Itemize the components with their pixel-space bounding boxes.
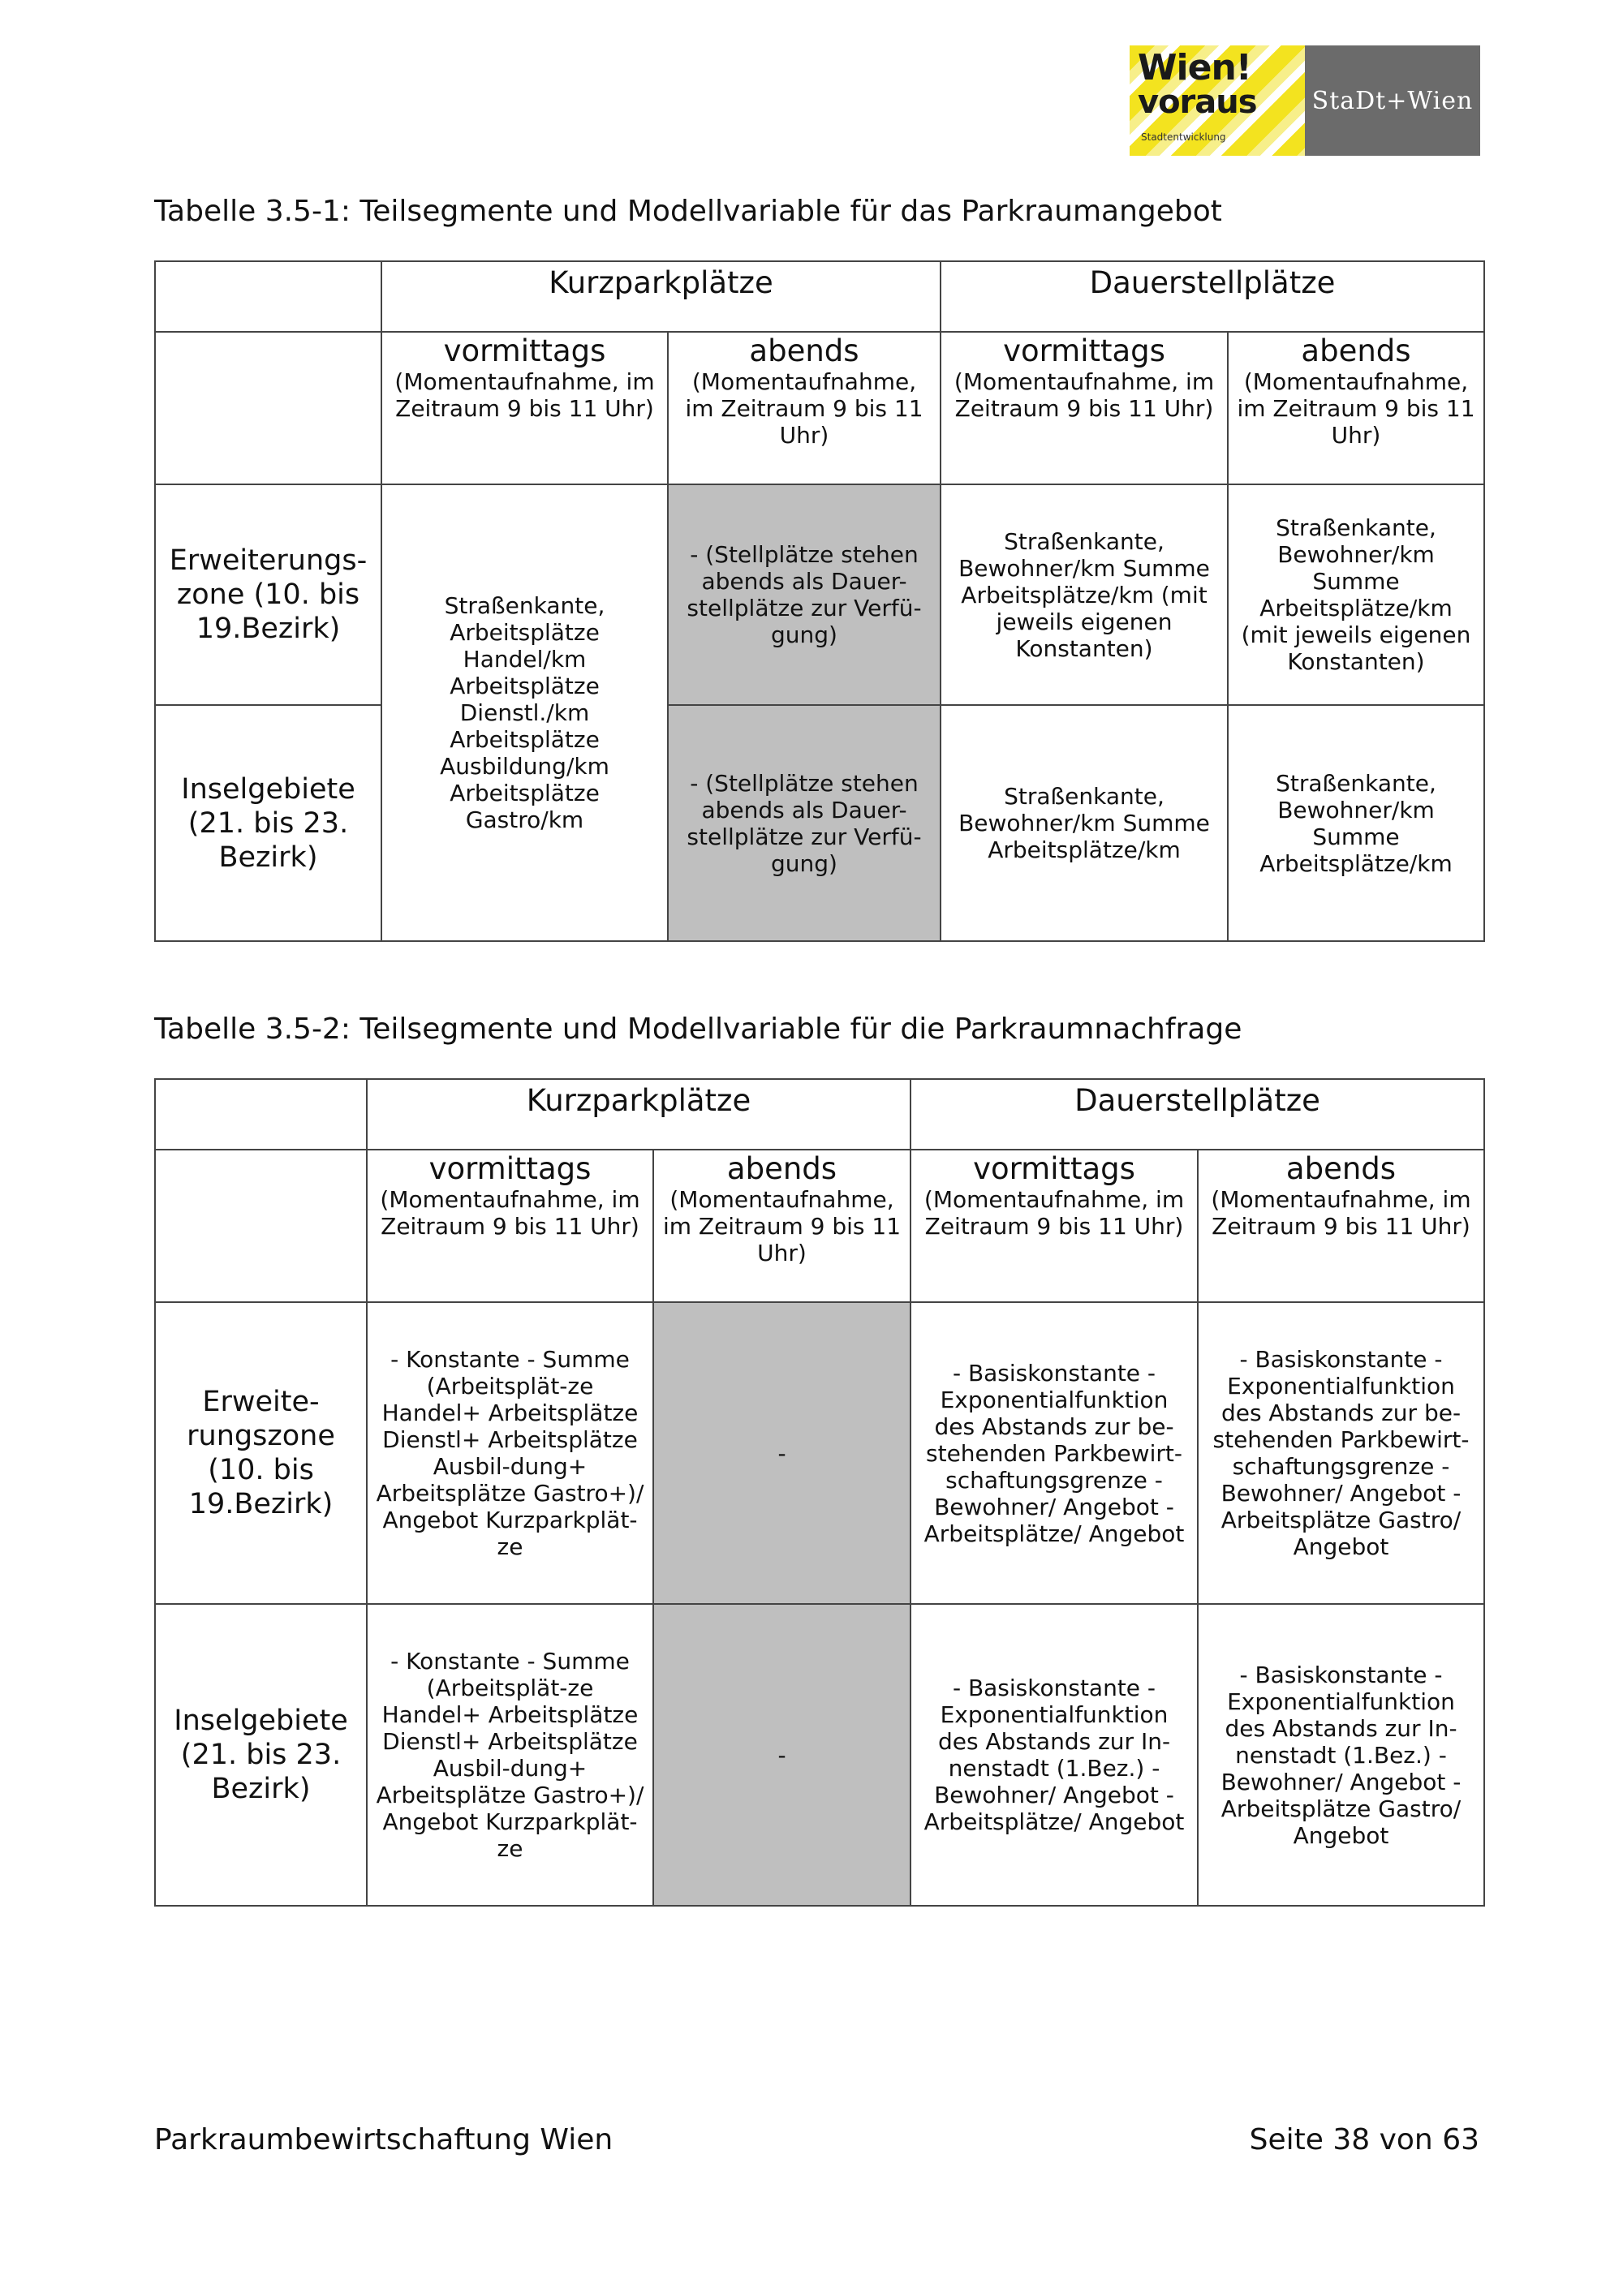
- table1-sub-header: [668, 332, 941, 484]
- table2-sub-header: [653, 1150, 911, 1302]
- table2-sub-header: [367, 1150, 653, 1302]
- table1-cell: - (Stellplätze stehen abends als Dauer-stellplätze zur Verfü-gung): [668, 705, 941, 941]
- table2-group-kurz: Kurzparkplätze: [367, 1079, 911, 1150]
- table2-cell: - Basiskonstante - Exponentialfunktion des Abstands zur be-stehenden Parkbewirt-schaftungsgrenze - Bewohner/ Angebot - Arbeitsplätze/ Angebot: [911, 1302, 1198, 1604]
- logo-voraus-text: voraus: [1138, 84, 1257, 121]
- table1-cell: Straßenkante, Bewohner/km Summe Arbeitsplätze/km: [941, 705, 1228, 941]
- sub-title: abends: [1285, 1151, 1397, 1186]
- sub-title: vormittags: [443, 333, 606, 368]
- table2-cell: - Basiskonstante - Exponentialfunktion des Abstands zur In-nenstadt (1.Bez.) - Bewohner/ Angebot - Arbeitsplätze Gastro/ Angebot: [1198, 1604, 1484, 1906]
- sub-detail: (Momentaufnahme, im Zeitraum 9 bis 11 Uhr): [954, 368, 1215, 422]
- table2-cell: - Konstante - Summe (Arbeitsplät-ze Handel+ Arbeitsplätze Dienstl+ Arbeitsplätze Ausbil-dung+ Arbeitsplätze Gastro+)/ Angebot Kurzparkplät-ze: [367, 1302, 653, 1604]
- table1-cell: Straßenkante, Bewohner/km Summe Arbeitsplätze/km: [1228, 705, 1484, 941]
- table1-row-label: Inselgebiete (21. bis 23. Bezirk): [155, 705, 381, 941]
- table1-group-dauer: Dauerstellplätze: [941, 261, 1484, 332]
- table2-cell: - Basiskonstante - Exponentialfunktion des Abstands zur In-nenstadt (1.Bez.) - Bewohner/ Angebot - Arbeitsplätze/ Angebot: [911, 1604, 1198, 1906]
- table1-blank: [155, 332, 381, 484]
- wien-voraus-logo: [1130, 45, 1305, 156]
- table1-cell: Straßenkante, Bewohner/km Summe Arbeitsplätze/km (mit jeweils eigenen Konstanten): [941, 484, 1228, 705]
- table1-cell: - (Stellplätze stehen abends als Dauer-stellplätze zur Verfü-gung): [668, 484, 941, 705]
- table2-cell: -: [653, 1604, 911, 1906]
- table1-caption: Tabelle 3.5-1: Teilsegmente und Modellvariable für das Parkraumangebot: [154, 195, 1222, 228]
- sub-detail: (Momentaufnahme, im Zeitraum 9 bis 11 Uhr): [1211, 1186, 1471, 1240]
- logo-stadt-text: StaDt+Wien: [1311, 86, 1474, 115]
- table1: [154, 260, 1485, 942]
- table2-cell: - Basiskonstante - Exponentialfunktion des Abstands zur be-stehenden Parkbewirt-schaftungsgrenze - Bewohner/ Angebot - Arbeitsplätze Gastro/ Angebot: [1198, 1302, 1484, 1604]
- table2-cell: - Konstante - Summe (Arbeitsplät-ze Handel+ Arbeitsplätze Dienstl+ Arbeitsplätze Ausbil-dung+ Arbeitsplätze Gastro+)/ Angebot Kurzparkplät-ze: [367, 1604, 653, 1906]
- table1-sub-header: [941, 332, 1228, 484]
- table1-cell: Straßenkante, Arbeitsplätze Handel/km Arbeitsplätze Dienstl./km Arbeitsplätze Ausbildung/km Arbeitsplätze Gastro/km: [381, 484, 668, 941]
- table1-cell: Straßenkante, Bewohner/km Summe Arbeitsplätze/km (mit jeweils eigenen Konstanten): [1228, 484, 1484, 705]
- sub-title: abends: [749, 333, 859, 368]
- logo-subtitle: Stadtentwicklung: [1141, 131, 1226, 143]
- sub-detail: (Momentaufnahme, im Zeitraum 9 bis 11 Uhr): [662, 1186, 902, 1266]
- table2-group-dauer: Dauerstellplätze: [911, 1079, 1484, 1150]
- footer-title: Parkraumbewirtschaftung Wien: [154, 2123, 613, 2156]
- sub-title: vormittags: [428, 1151, 592, 1186]
- stadt-wien-logo: [1305, 45, 1480, 156]
- table2-cell: -: [653, 1302, 911, 1604]
- table1-sub-header: [381, 332, 668, 484]
- sub-title: abends: [1301, 333, 1411, 368]
- table2-row-label: Erweite-rungszone (10. bis 19.Bezirk): [155, 1302, 367, 1604]
- table1-corner: [155, 261, 381, 332]
- table1-group-kurz: Kurzparkplätze: [381, 261, 941, 332]
- sub-title: abends: [726, 1151, 837, 1186]
- table2-blank: [155, 1150, 367, 1302]
- table1-sub-header: [1228, 332, 1484, 484]
- sub-title: vormittags: [1003, 333, 1165, 368]
- table2-sub-header: [911, 1150, 1198, 1302]
- sub-detail: (Momentaufnahme, im Zeitraum 9 bis 11 Uhr): [380, 1186, 640, 1240]
- table2-caption: Tabelle 3.5-2: Teilsegmente und Modellvariable für die Parkraumnachfrage: [154, 1013, 1242, 1046]
- table2-row-label: Inselgebiete (21. bis 23. Bezirk): [155, 1604, 367, 1906]
- table2: [154, 1078, 1485, 1907]
- logo: [1130, 45, 1480, 156]
- sub-title: vormittags: [973, 1151, 1135, 1186]
- page-number: Seite 38 von 63: [1249, 2123, 1479, 2156]
- sub-detail: (Momentaufnahme, im Zeitraum 9 bis 11 Uhr): [1237, 368, 1475, 449]
- table2-sub-header: [1198, 1150, 1484, 1302]
- sub-detail: (Momentaufnahme, im Zeitraum 9 bis 11 Uhr): [394, 368, 655, 422]
- logo-wien-text: Wien!: [1138, 47, 1251, 88]
- table2-corner: [155, 1079, 367, 1150]
- sub-detail: (Momentaufnahme, im Zeitraum 9 bis 11 Uhr): [685, 368, 923, 449]
- table1-row-label: Erweiterungs-zone (10. bis 19.Bezirk): [155, 484, 381, 705]
- sub-detail: (Momentaufnahme, im Zeitraum 9 bis 11 Uhr): [923, 1186, 1185, 1240]
